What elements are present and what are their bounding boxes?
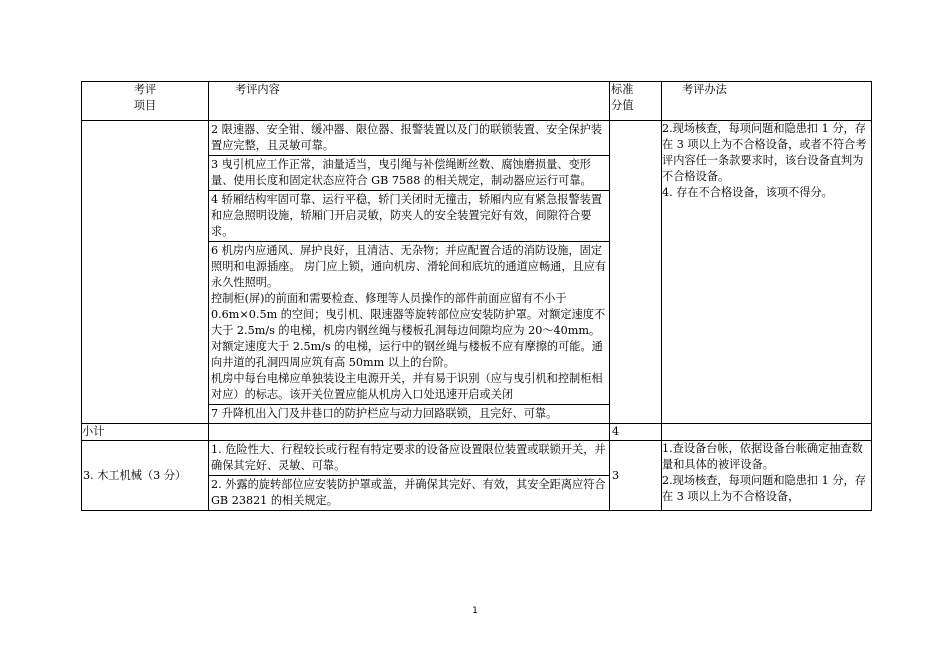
- subtotal-method-cell: [662, 424, 872, 441]
- table-row-elevator: [82, 121, 872, 424]
- content-item: 控制柜(屏)的前面和需要检查、修理等人员操作的部件前面应留有不小于 0.6m×0.5m 的空间；曳引机、限速器等旋转部位应安装防护罩。对额定速度不大于 2.5m/s 的电梯，机房内钢丝绳与楼板孔洞每边间隙均应为 20～40mm。对额定速度大于 2.5m/s 的电梯，运行中的钢丝绳与楼板不应有摩擦的可能。通向井道的孔洞四周应筑有高 50mm 以上的台阶。: [211, 292, 606, 369]
- table-row-subtotal: [82, 424, 872, 441]
- method-item: 1.查设备台帐，依据设备台帐确定抽查数量和具体的被评设备。: [662, 442, 863, 471]
- evaluation-table: [81, 81, 872, 511]
- row3-content-cell: [209, 441, 610, 511]
- row3-score-cell: 3: [610, 441, 662, 511]
- table-row-woodworking: [82, 441, 872, 511]
- row3-item-cell: 3. 木工机械（3 分）: [82, 441, 209, 511]
- content-item: 1. 危险性大、行程较长或行程有特定要求的设备应设置限位装置或联锁开关，并确保其完好、灵敏、可靠。: [209, 441, 609, 476]
- header-score-label: 标准 分值: [611, 83, 634, 112]
- content-item-group: [209, 242, 609, 405]
- row1-method-cell: [662, 121, 872, 424]
- method-item: 2.现场核查，每项问题和隐患扣 1 分，存在 3 项以上为不合格设备，: [662, 474, 866, 503]
- page-number: 1: [472, 606, 478, 616]
- content-item: 2 限速器、安全钳、缓冲器、限位器、报警装置以及门的联锁装置、安全保护装置应完整，且灵敏可靠。: [209, 121, 609, 156]
- method-item: 2.现场核查，每项问题和隐患扣 1 分，存在 3 项以上为不合格设备，或者不符合考评内容任一条款要求时，该台设备直判为不合格设备。: [662, 122, 867, 183]
- subtotal-score: 4: [610, 424, 662, 441]
- content-item: 6 机房内应通风、屏护良好，且清洁、无杂物；并应配置合适的消防设施，固定照明和电源插座。 房门应上锁，通向机房、滑轮间和底坑的通道应畅通，且应有永久性照明。: [211, 244, 607, 289]
- table-header-row: [82, 82, 872, 121]
- row1-score-cell: [610, 121, 662, 424]
- header-content-label: 考评内容: [235, 83, 280, 96]
- header-method: [662, 82, 872, 121]
- header-score: [610, 82, 662, 121]
- row1-content-cell: [209, 121, 610, 424]
- subtotal-content-cell: [209, 424, 610, 441]
- content-item: 4 轿厢结构牢固可靠、运行平稳，轿门关闭时无撞击，轿厢内应有紧急报警装置和应急照明设施，轿厢门开启灵敏，防夹人的安全装置完好有效，间隙符合要求。: [209, 191, 609, 242]
- method-item: 4. 存在不合格设备，该项不得分。: [662, 186, 833, 199]
- content-item: 2. 外露的旋转部位应安装防护罩或盖，并确保其完好、有效，其安全距离应符合 GB 23821 的相关规定。: [211, 478, 606, 507]
- header-item-label: 考评 项目: [133, 83, 157, 112]
- header-method-label: 考评办法: [682, 83, 727, 96]
- content-item: 机房中每台电梯应单独装设主电源开关，并有易于识别（应与曳引机和控制柜相对应）的标志。该开关位置应能从机房入口处迅速开启或关闭: [211, 372, 603, 401]
- row1-item-cell: [82, 121, 209, 424]
- content-item: 7 升降机出入门及井巷口的防护栏应与动力回路联锁，且完好、可靠。: [211, 407, 558, 420]
- subtotal-label: 小计: [82, 424, 209, 441]
- row3-method-cell: [662, 441, 872, 511]
- header-content: [209, 82, 610, 121]
- content-item: 3 曳引机应工作正常，油量适当，曳引绳与补偿绳断丝数、腐蚀磨损量、变形量、使用长度和固定状态应符合 GB 7588 的相关规定，制动器应运行可靠。: [209, 156, 609, 191]
- header-item: [82, 82, 209, 121]
